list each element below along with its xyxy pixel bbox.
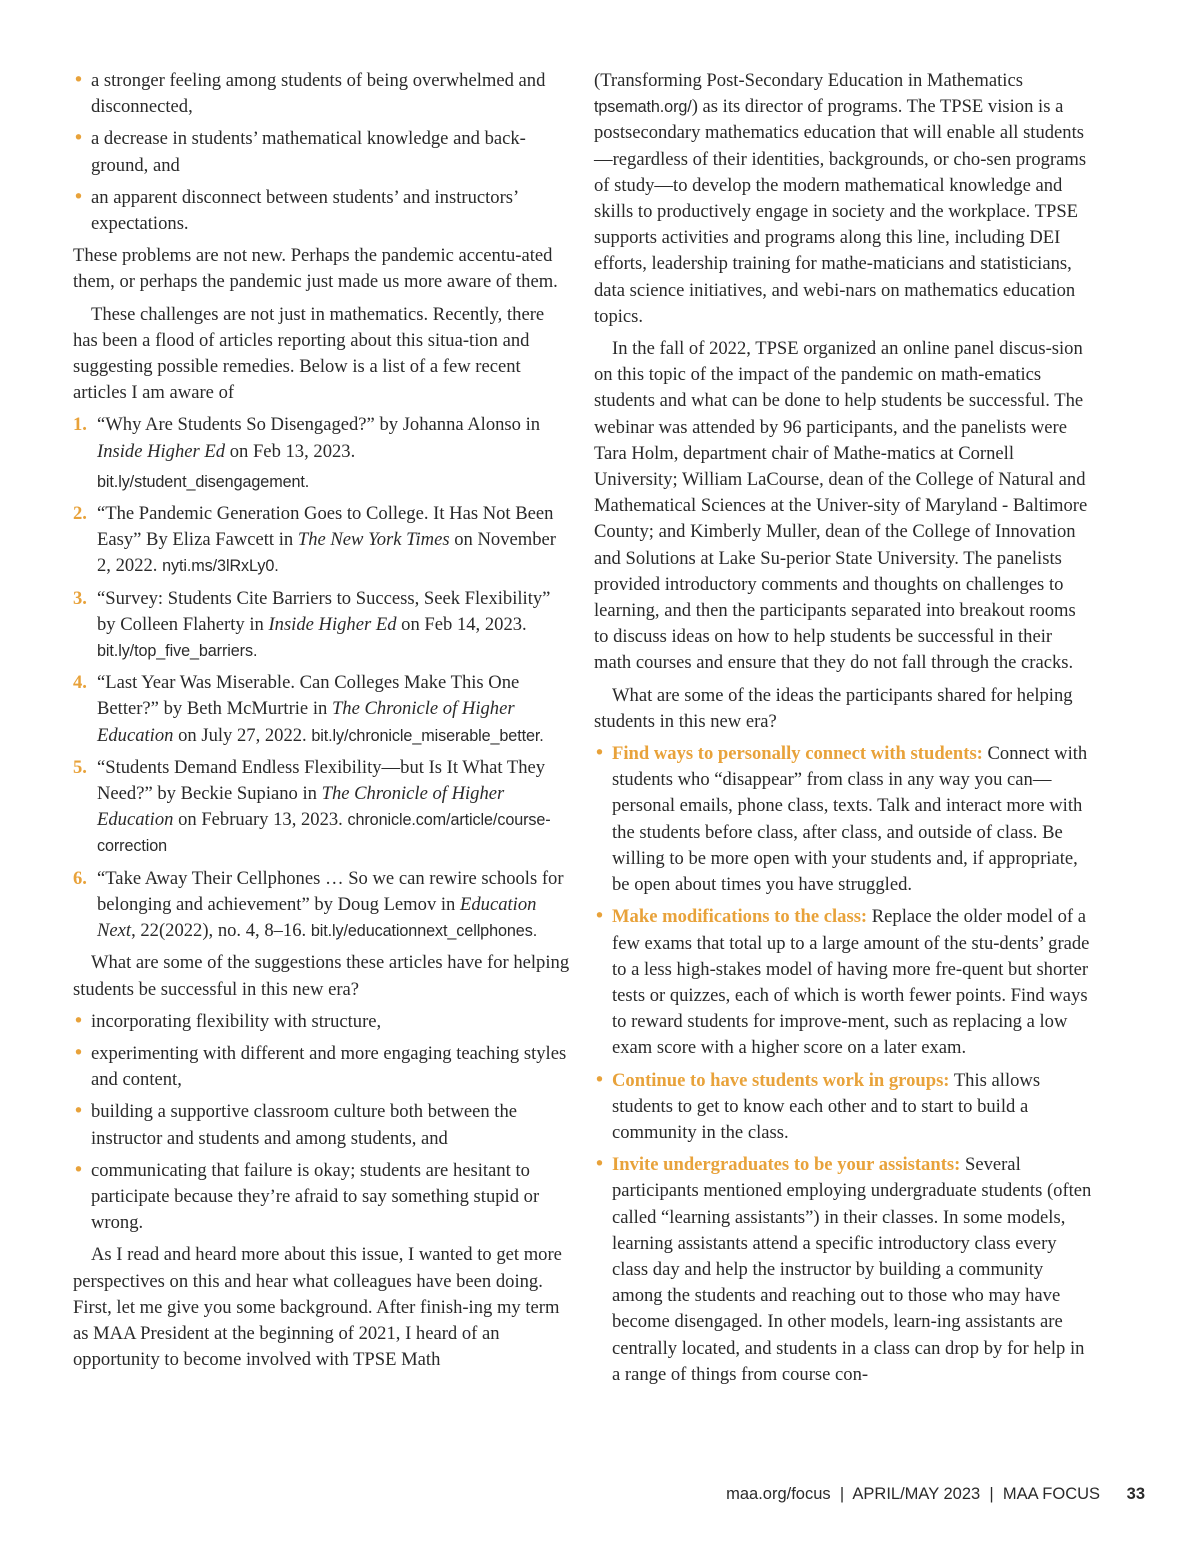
paragraph: As I read and heard more about this issue, I wanted to get more perspectives on this and hear what colleagues have been doing. First, let me give you some background. After finish-ing my term as MAA President at the beginning of 2021, I heard of an opportunity to become involved with TPSE Math: [73, 1244, 562, 1371]
suggestion-list: [73, 1009, 571, 1237]
article-list: [73, 412, 571, 944]
article-publication: The New York Times: [297, 529, 450, 551]
page-number: 33: [1126, 1485, 1145, 1503]
article-publication: Inside Higher Ed: [97, 440, 226, 462]
paragraph: These challenges are not just in mathematics. Recently, there has been a flood of articles reporting about this situa-tion and suggesting possible remedies. Below is a list of a few recent articles I am aware of: [73, 303, 545, 404]
idea-heading: Find ways to personally connect with students:: [612, 743, 983, 765]
list-item: • a stronger feeling among students of being overwhelmed and disconnected,: [73, 68, 571, 120]
article-date: , 22(2022), no. 4, 8–16.: [131, 920, 311, 942]
list-item: • communicating that failure is okay; students are hesitant to participate because they’re afraid to say something stupid or wrong.: [73, 1158, 571, 1237]
article-publication: Education Next: [97, 893, 537, 942]
page-footer: [726, 1481, 1145, 1507]
article-item: [73, 412, 571, 495]
article-citation: “Why Are Students So Disengaged?” by Johanna Alonso in: [97, 414, 541, 436]
idea-item: [594, 1152, 1092, 1388]
article-item: [73, 755, 571, 860]
idea-text: Replace the older model of a few exams that total up to a large amount of the stu-dents’ grade to a less high-stakes model of having more fre-quent but shorter tests or quizzes, each of which is worth fewer points. Find ways to reward students for improve-ment, such as replacing a low exam score with a higher score on a later exam.: [612, 906, 1090, 1059]
idea-item: [594, 1068, 1092, 1147]
paragraph: What are some of the suggestions these articles have for helping students be successful in this new era?: [73, 952, 570, 1000]
idea-heading: Continue to have students work in groups:: [612, 1069, 950, 1091]
article-publication: Inside Higher Ed: [268, 613, 397, 635]
article-citation: “The Pandemic Generation Goes to College. It Has Not Been Easy” By Eliza Fawcett in: [97, 503, 554, 551]
article-item: [73, 501, 571, 580]
idea-item: [594, 741, 1092, 898]
article-date: on November 2, 2022.: [97, 529, 556, 577]
article-link[interactable]: bit.ly/student_disengagement.: [97, 472, 310, 491]
idea-text: This allows students to get to know each other and to start to build a community in the class.: [612, 1069, 1041, 1143]
footer-magazine: MAA FOCUS: [1002, 1485, 1101, 1503]
article-date: on February 13, 2023.: [173, 809, 348, 831]
article-item: [73, 866, 571, 945]
article-number: 3.: [73, 587, 87, 609]
article-link[interactable]: bit.ly/top_five_barriers.: [97, 642, 258, 661]
article-number: 5.: [73, 756, 87, 778]
article-date: on Feb 13, 2023.: [225, 440, 356, 462]
ideas-list: [594, 741, 1092, 1388]
footer-site-link[interactable]: maa.org/focus: [726, 1485, 831, 1503]
right-column: [594, 68, 1092, 1394]
text: ) as its director of programs. The TPSE vision is a postsecondary mathematics education that will enable all students—regardless of their identities, backgrounds, or cho-sen programs of study—to develop the modern mathematical knowledge and skills to productively engage in society and the workplace. TPSE supports activities and programs along this line, including DEI efforts, leadership training for mathe-maticians and statisticians, data science initiatives, and webi-nars on mathematics education topics.: [594, 96, 1087, 327]
footer-issue: APRIL/MAY 2023: [852, 1485, 981, 1503]
article-link[interactable]: bit.ly/educationnext_cellphones.: [310, 922, 538, 941]
article-item: [73, 586, 571, 665]
list-item: • a decrease in students’ mathematical knowledge and back-ground, and: [73, 126, 571, 178]
paragraph: These problems are not new. Perhaps the pandemic accentu-ated them, or perhaps the pandemic just made us more aware of them.: [73, 245, 558, 293]
article-number: 2.: [73, 503, 87, 525]
list-item: • experimenting with different and more engaging teaching styles and content,: [73, 1041, 571, 1093]
idea-text: Connect with students who “disappear” from class in any way you can—personal emails, phone class, texts. Talk and interact more with the students before class, after class, and outside of class. Be willing to be more open with your students and, if appropriate, be open about times you have struggled.: [612, 743, 1088, 896]
text: (Transforming Post-Secondary Education in Mathematics: [594, 70, 1023, 91]
paragraph: What are some of the ideas the participants shared for helping students in this new era?: [594, 684, 1073, 732]
article-citation: “Take Away Their Cellphones … So we can rewire schools for belonging and achievement” by Doug Lemov in: [97, 867, 564, 915]
article-publication: The Chronicle of Higher Education: [97, 698, 515, 746]
list-item: • building a supportive classroom culture both between the instructor and students and among students, and: [73, 1099, 571, 1151]
idea-text: Several participants mentioned employing undergraduate students (often called “learning assistants”) in their classes. In some models, learning assistants attend a specific introductory class every class day and help the instructor by building a community among the students and reaching out to those who may have become disengaged. In other models, learn-ing assistants are centrally located, and students in a class can drop by for help in a range of things from course con-: [612, 1154, 1092, 1385]
paragraph: [594, 68, 1092, 330]
article-link[interactable]: nyti.ms/3lRxLy0.: [162, 557, 279, 576]
idea-heading: Invite undergraduates to be your assistants:: [612, 1154, 961, 1176]
article-citation: “Students Demand Endless Flexibility—but Is It What They Need?” by Beckie Supiano in: [97, 756, 546, 805]
left-column: [73, 68, 571, 1379]
footer-separator: |: [984, 1485, 999, 1503]
article-link[interactable]: bit.ly/chronicle_miserable_better.: [311, 726, 544, 745]
tpse-link[interactable]: tpsemath.org/: [594, 98, 692, 117]
article-publication: The Chronicle of Higher Education: [97, 783, 505, 831]
article-date: on Feb 14, 2023.: [396, 613, 527, 635]
list-item: • an apparent disconnect between students’ and instructors’ expectations.: [73, 185, 571, 237]
article-citation: “Survey: Students Cite Barriers to Success, Seek Flexibility” by Colleen Flaherty in: [97, 587, 551, 635]
article-citation: “Last Year Was Miserable. Can Colleges Make This One Better?” by Beth McMurtrie in: [97, 672, 520, 720]
article-link[interactable]: chronicle.com/article/course-correction: [97, 811, 551, 856]
article-number: 6.: [73, 867, 87, 889]
list-item: • incorporating flexibility with structure,: [73, 1009, 571, 1035]
idea-item: [594, 904, 1092, 1061]
paragraph: In the fall of 2022, TPSE organized an online panel discus-sion on this topic of the impact of the pandemic on math-ematics students and what can be done to help students be successful. The webinar was attended by 96 participants, and the panelists were Tara Holm, department chair of Mathe-matics at Cornell University; William LaCourse, dean of the College of Natural and Mathematical Sciences at the Univer-sity of Maryland - Baltimore County; and Kimberly Muller, dean of the College of Innovation and Solutions at Lake Su-perior State University. The panelists provided introductory comments and thoughts on challenges to learning, and then the participants separated into breakout rooms to discuss ideas on how to help students be successful in their math courses and ensure that they do not fall through the cracks.: [594, 338, 1088, 674]
article-number: 4.: [73, 672, 87, 694]
article-item: [73, 670, 571, 749]
article-date: on July 27, 2022.: [173, 724, 312, 746]
idea-heading: Make modifications to the class:: [612, 906, 868, 928]
footer-separator: |: [835, 1485, 849, 1503]
problem-list: [73, 68, 571, 237]
article-number: 1.: [73, 414, 87, 436]
